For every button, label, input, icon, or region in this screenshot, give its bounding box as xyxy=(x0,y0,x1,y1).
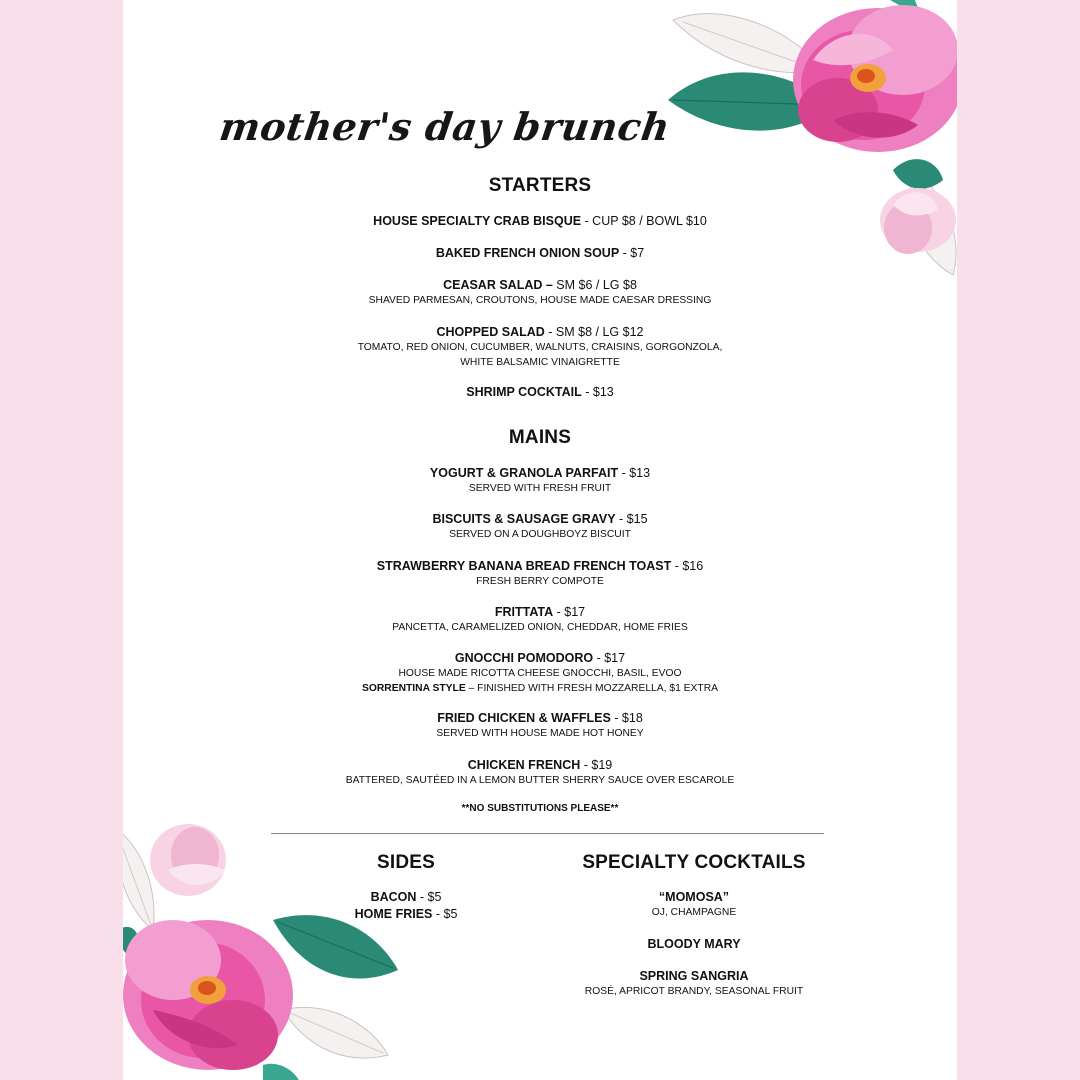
item-price: - $19 xyxy=(580,758,613,772)
starters-heading: STARTERS xyxy=(488,175,592,196)
item-name: CHICKEN FRENCH xyxy=(467,758,581,772)
item-price: - $15 xyxy=(615,512,648,526)
item-description: PANCETTA, CARAMELIZED ONION, CHEDDAR, HOME FRIES xyxy=(392,622,688,633)
item-price: - $17 xyxy=(553,605,586,619)
item-price: - CUP $8 / BOWL $10 xyxy=(581,214,707,228)
cocktail-name: SPRING SANGRIA xyxy=(639,969,749,983)
item-name: BISCUITS & SAUSAGE GRAVY xyxy=(432,512,616,526)
menu-content xyxy=(123,0,957,1080)
item-price: - $5 xyxy=(432,907,458,921)
menu-item xyxy=(123,758,957,788)
item-description: HOUSE MADE RICOTTA CHEESE GNOCCHI, BASIL, EVOO xyxy=(398,668,682,679)
item-price: - $5 xyxy=(416,890,442,904)
item-name: GNOCCHI POMODORO xyxy=(454,651,594,665)
item-name: FRITTATA xyxy=(494,605,554,619)
item-description: TOMATO, RED ONION, CUCUMBER, WALNUTS, CRAISINS, GORGONZOLA, xyxy=(357,342,723,353)
menu-item xyxy=(123,466,957,496)
item-name: CEASAR SALAD – xyxy=(443,278,553,292)
item-name: YOGURT & GRANOLA PARFAIT xyxy=(429,466,619,480)
cocktail-name: BLOODY MARY xyxy=(647,937,741,951)
menu-item xyxy=(123,651,957,696)
cocktail-description: OJ, CHAMPAGNE xyxy=(651,907,737,918)
item-name: HOME FRIES xyxy=(354,907,433,921)
item-name: FRIED CHICKEN & WAFFLES xyxy=(437,711,611,725)
item-price: - $18 xyxy=(610,711,643,725)
item-price: - $16 xyxy=(671,559,704,573)
cocktail-description: ROSÉ, APRICOT BRANDY, SEASONAL FRUIT xyxy=(584,986,804,997)
item-name: STRAWBERRY BANANA BREAD FRENCH TOAST xyxy=(376,559,672,573)
item-price: - $7 xyxy=(619,246,645,260)
menu-item xyxy=(123,512,957,542)
item-description: SERVED ON A DOUGHBOYZ BISCUIT xyxy=(449,529,631,540)
menu-item xyxy=(123,605,957,635)
item-description: FRESH BERRY COMPOTE xyxy=(476,576,604,587)
item-price: - $17 xyxy=(593,651,626,665)
cocktail-name: “MOMOSA” xyxy=(658,890,730,904)
item-description: SHAVED PARMESAN, CROUTONS, HOUSE MADE CAESAR DRESSING xyxy=(368,295,712,306)
item-price: SM $6 / LG $8 xyxy=(552,278,637,292)
menu-item xyxy=(123,711,957,741)
cocktails-column xyxy=(544,852,844,999)
menu-item xyxy=(123,246,957,261)
no-substitutions-note: **NO SUBSTITUTIONS PLEASE** xyxy=(461,803,619,814)
mains-heading: MAINS xyxy=(508,427,572,448)
cocktails-heading: SPECIALTY COCKTAILS xyxy=(582,852,806,873)
menu-item xyxy=(123,278,957,308)
item-extra-text: – FINISHED WITH FRESH MOZZARELLA, $1 EXTRA xyxy=(465,683,719,694)
menu-item xyxy=(123,214,957,229)
item-description: SERVED WITH FRESH FRUIT xyxy=(468,483,612,494)
menu-item xyxy=(123,559,957,589)
item-price: - $13 xyxy=(581,385,614,399)
menu-item xyxy=(123,325,957,370)
sides-heading: SIDES xyxy=(376,852,436,873)
item-name: CHOPPED SALAD xyxy=(436,325,545,339)
item-name: BACON xyxy=(370,890,417,904)
menu-item xyxy=(123,385,957,400)
item-description: BATTERED, SAUTÉED IN A LEMON BUTTER SHERRY SAUCE OVER ESCAROLE xyxy=(345,775,735,786)
item-name: HOUSE SPECIALTY CRAB BISQUE xyxy=(373,214,582,228)
item-extra-name: SORRENTINA STYLE xyxy=(361,683,466,694)
item-price: - $13 xyxy=(618,466,651,480)
item-description: WHITE BALSAMIC VINAIGRETTE xyxy=(460,357,620,368)
menu-title: mother's day brunch xyxy=(216,104,673,149)
item-price: - SM $8 / LG $12 xyxy=(544,325,644,339)
menu-page xyxy=(123,0,957,1080)
sides-column xyxy=(296,852,516,922)
item-description: SERVED WITH HOUSE MADE HOT HONEY xyxy=(436,728,644,739)
section-divider xyxy=(271,833,824,834)
item-name: SHRIMP COCKTAIL xyxy=(466,385,582,399)
item-name: BAKED FRENCH ONION SOUP xyxy=(435,246,620,260)
